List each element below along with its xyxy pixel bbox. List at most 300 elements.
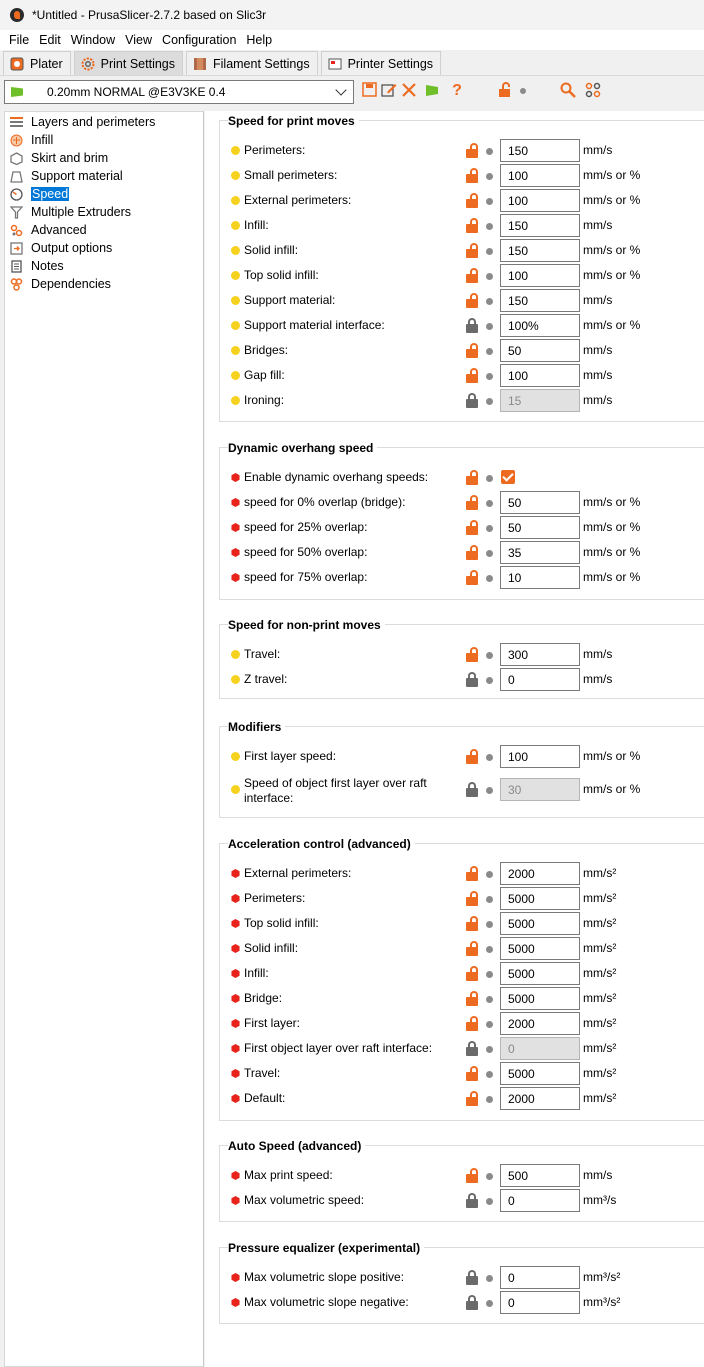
speed-icon [10, 188, 23, 201]
lock-open-icon[interactable] [465, 647, 479, 662]
menu-window[interactable]: Window [70, 33, 116, 47]
lock-open-icon[interactable] [465, 545, 479, 560]
system-value-dot-icon[interactable] [486, 1173, 493, 1180]
group-auto-speed-advanced [219, 1139, 704, 1222]
lock-open-icon[interactable] [465, 570, 479, 585]
setting-row-max-volumetric-slope-negative [220, 1290, 704, 1315]
setting-unit: mm/s [583, 293, 613, 307]
setting-unit: mm/s [583, 647, 613, 661]
lock-open-icon[interactable] [465, 193, 479, 208]
setting-label: Enable dynamic overhang speeds: [244, 470, 429, 484]
window-title: *Untitled - PrusaSlicer-2.7.2 based on Slic3r [32, 8, 267, 22]
nav-advanced[interactable] [5, 221, 203, 239]
menu-view[interactable]: View [125, 33, 153, 47]
setting-input[interactable]: 0 [500, 668, 580, 691]
expert-mode-bullet-icon [231, 473, 240, 482]
system-value-dot-icon[interactable] [486, 896, 493, 903]
setting-row-bridge [220, 986, 704, 1011]
setting-label: Small perimeters: [244, 168, 338, 182]
group-modifiers [219, 720, 704, 818]
setting-row-travel [220, 1061, 704, 1086]
expert-mode-bullet-icon [231, 1019, 240, 1028]
setting-input[interactable]: 5000 [500, 887, 580, 910]
nav-infill[interactable] [5, 131, 203, 149]
system-value-dot-icon[interactable] [486, 475, 493, 482]
system-value-dot-icon[interactable] [486, 1198, 493, 1205]
delete-preset-icon[interactable] [401, 82, 417, 100]
setting-row-speed-for-25-overlap [220, 515, 704, 540]
setting-input[interactable]: 150 [500, 214, 580, 237]
tab-plater-label: Plater [30, 56, 63, 71]
setting-unit: mm/s [583, 393, 613, 407]
setting-input[interactable]: 100 [500, 189, 580, 212]
lock-open-icon[interactable] [465, 866, 479, 881]
setting-unit: mm/s or % [583, 193, 641, 207]
printer-icon [328, 57, 342, 71]
setting-label: Bridges: [244, 343, 289, 357]
setting-row-solid-infill [220, 238, 704, 263]
setting-unit: mm/s or % [583, 318, 641, 332]
lock-open-icon[interactable] [465, 916, 479, 931]
setting-label: Max volumetric slope positive: [244, 1270, 405, 1284]
print-preset-combo[interactable] [4, 80, 354, 104]
setting-label: External perimeters: [244, 193, 352, 207]
lock-open-icon[interactable] [465, 1091, 479, 1106]
setting-input: 30 [500, 778, 580, 801]
setting-label: Support material interface: [244, 318, 385, 332]
setting-row-bridges [220, 338, 704, 363]
tab-print-settings-label: Print Settings [100, 56, 175, 71]
setting-unit: mm/s² [583, 966, 617, 980]
system-value-dot-icon[interactable] [486, 787, 493, 794]
setting-row-infill [220, 961, 704, 986]
advanced-mode-bullet-icon [231, 396, 240, 405]
setting-row-support-material-interface [220, 313, 704, 338]
setting-row-enable-dynamic-overhang-speeds [220, 465, 704, 490]
plater-icon [10, 57, 24, 71]
setting-input[interactable]: 50 [500, 339, 580, 362]
expert-mode-bullet-icon [231, 1094, 240, 1103]
system-value-dot-icon[interactable] [486, 677, 493, 684]
advanced-mode-bullet-icon [231, 221, 240, 230]
nav-label: Multiple Extruders [31, 205, 132, 219]
nav-label: Layers and perimeters [31, 115, 156, 129]
rename-preset-icon[interactable] [381, 82, 397, 100]
setting-unit: mm/s or % [583, 268, 641, 282]
setting-unit: mm/s or % [583, 520, 641, 534]
setting-unit: mm/s [583, 368, 613, 382]
nav-output-options[interactable] [5, 239, 203, 257]
group-acceleration-control-advanced [219, 837, 704, 1121]
system-value-dot-icon[interactable] [486, 373, 493, 380]
setting-row-support-material [220, 288, 704, 313]
setting-label: Gap fill: [244, 368, 285, 382]
setting-label: Support material: [244, 293, 336, 307]
nav-dependencies[interactable] [5, 275, 203, 293]
setting-input[interactable]: 100 [500, 264, 580, 287]
setting-label: speed for 0% overlap (bridge): [244, 495, 406, 509]
lock-open-icon[interactable] [465, 470, 479, 485]
system-value-dot-icon[interactable] [486, 348, 493, 355]
setting-row-external-perimeters [220, 861, 704, 886]
lock-closed-icon[interactable] [465, 1270, 479, 1285]
advanced-mode-bullet-icon [231, 271, 240, 280]
lock-open-icon[interactable] [465, 941, 479, 956]
lock-open-icon[interactable] [465, 143, 479, 158]
skirt-icon [10, 152, 23, 165]
setting-row-z-travel [220, 667, 704, 692]
setting-row-max-volumetric-slope-positive [220, 1265, 704, 1290]
lock-open-icon[interactable] [465, 268, 479, 283]
nav-label: Advanced [31, 223, 87, 237]
spool-icon [193, 57, 207, 71]
system-value-dot-icon[interactable] [486, 148, 493, 155]
system-value-dot-icon[interactable] [486, 298, 493, 305]
setting-label: First layer: [244, 1016, 301, 1030]
setting-unit: mm/s [583, 143, 613, 157]
setting-unit: mm/s² [583, 1066, 617, 1080]
setting-input[interactable]: 5000 [500, 912, 580, 935]
setting-unit: mm/s or % [583, 570, 641, 584]
lock-open-icon[interactable] [465, 1016, 479, 1031]
tab-filament-settings[interactable] [186, 51, 318, 75]
main-tab-bar [0, 50, 704, 76]
lock-open-icon[interactable] [465, 243, 479, 258]
setting-input[interactable]: 5000 [500, 1062, 580, 1085]
advanced-mode-bullet-icon [231, 296, 240, 305]
system-value-dot-icon[interactable] [486, 500, 493, 507]
system-value-dot-icon[interactable] [486, 1300, 493, 1307]
setting-input[interactable]: 5000 [500, 987, 580, 1010]
lock-closed-icon[interactable] [465, 318, 479, 333]
system-value-dot-icon[interactable] [486, 1096, 493, 1103]
setting-row-first-object-layer-over-raft-interface [220, 1036, 704, 1061]
compare-presets-flag-icon[interactable] [424, 82, 440, 100]
setting-unit: mm³/s² [583, 1295, 621, 1309]
setting-input[interactable]: 10 [500, 566, 580, 589]
setting-unit: mm/s² [583, 891, 617, 905]
setting-row-max-print-speed [220, 1163, 704, 1188]
setting-input[interactable]: 50 [500, 491, 580, 514]
setting-unit: mm/s or % [583, 495, 641, 509]
advanced-mode-bullet-icon [231, 675, 240, 684]
gear-icon [81, 57, 95, 71]
setting-row-first-layer-speed [220, 744, 704, 769]
setting-unit: mm/s or % [583, 782, 641, 796]
setting-label: External perimeters: [244, 866, 352, 880]
advanced-mode-bullet-icon [231, 346, 240, 355]
system-value-dot-icon[interactable] [486, 921, 493, 928]
nav-label: Dependencies [31, 277, 111, 291]
menu-edit[interactable]: Edit [39, 33, 61, 47]
lock-open-icon[interactable] [465, 343, 479, 358]
setting-input[interactable]: 2000 [500, 862, 580, 885]
lock-open-icon[interactable] [465, 891, 479, 906]
setting-input[interactable]: 5000 [500, 937, 580, 960]
setting-input[interactable]: 150 [500, 289, 580, 312]
nav-label: Output options [31, 241, 113, 255]
preset-toolbar [0, 77, 704, 109]
expert-mode-bullet-icon [231, 1196, 240, 1205]
setting-unit: mm/s² [583, 1016, 617, 1030]
save-preset-icon[interactable] [361, 82, 377, 100]
layers-icon [10, 116, 23, 129]
system-value-dot-icon[interactable] [486, 1046, 493, 1053]
setting-unit: mm/s [583, 218, 613, 232]
setting-unit: mm/s or % [583, 168, 641, 182]
advanced-mode-bullet-icon [231, 196, 240, 205]
group-title: Acceleration control (advanced) [228, 837, 415, 851]
expert-mode-bullet-icon [231, 1069, 240, 1078]
setting-unit: mm/s or % [583, 243, 641, 257]
setting-input[interactable]: 2000 [500, 1087, 580, 1110]
group-title: Dynamic overhang speed [228, 441, 377, 455]
lock-open-icon[interactable] [465, 368, 479, 383]
setting-unit: mm³/s² [583, 1270, 621, 1284]
setting-row-top-solid-infill [220, 911, 704, 936]
setting-input[interactable]: 5000 [500, 962, 580, 985]
chevron-down-icon [335, 84, 346, 95]
group-speed-for-print-moves [219, 114, 704, 422]
advanced-icon [10, 224, 23, 237]
expert-mode-bullet-icon [231, 869, 240, 878]
setting-label: Perimeters: [244, 891, 306, 905]
help-icon[interactable]: ? [452, 82, 462, 99]
setting-input[interactable]: 50 [500, 516, 580, 539]
setting-label: Max volumetric speed: [244, 1193, 365, 1207]
setting-label: Bridge: [244, 991, 283, 1005]
green-flag-icon [11, 87, 23, 97]
group-title: Auto Speed (advanced) [228, 1139, 365, 1153]
lock-open-icon[interactable] [465, 966, 479, 981]
lock-closed-icon[interactable] [465, 1041, 479, 1056]
system-value-dot-icon[interactable] [486, 1021, 493, 1028]
system-value-dot-icon[interactable] [486, 971, 493, 978]
group-title: Speed for print moves [228, 114, 359, 128]
setting-label: Speed of object first layer over raft interface: [244, 776, 427, 805]
lock-open-icon[interactable] [465, 218, 479, 233]
tab-filament-settings-label: Filament Settings [213, 56, 310, 71]
setting-row-ironing [220, 388, 704, 413]
group-pressure-equalizer-experimental [219, 1241, 704, 1324]
system-value-dot-icon[interactable] [486, 398, 493, 405]
lock-open-icon[interactable] [465, 1066, 479, 1081]
nav-label: Speed [32, 187, 69, 201]
setting-label: Travel: [244, 1066, 281, 1080]
setting-input[interactable]: 35 [500, 541, 580, 564]
setting-input: 0 [500, 1037, 580, 1060]
nav-speed[interactable] [5, 185, 203, 203]
advanced-mode-bullet-icon [231, 650, 240, 659]
infill-icon [10, 134, 23, 147]
expert-mode-bullet-icon [231, 994, 240, 1003]
system-value-dot-icon[interactable] [486, 754, 493, 761]
nav-skirt-and-brim[interactable] [5, 149, 203, 167]
system-value-dot-icon[interactable] [486, 1071, 493, 1078]
lock-closed-icon[interactable] [465, 1295, 479, 1310]
system-value-dot-icon[interactable] [486, 223, 493, 230]
group-speed-for-non-print-moves [219, 618, 704, 699]
lock-closed-icon[interactable] [465, 393, 479, 408]
group-title: Speed for non-print moves [228, 618, 385, 632]
output-icon [10, 242, 23, 255]
compare-settings-icon[interactable] [585, 82, 601, 100]
system-value-dot-icon[interactable] [486, 550, 493, 557]
setting-label: Max volumetric slope negative: [244, 1295, 409, 1309]
expert-mode-bullet-icon [231, 573, 240, 582]
lock-open-icon[interactable] [465, 991, 479, 1006]
expert-mode-bullet-icon [231, 1044, 240, 1053]
advanced-mode-bullet-icon [231, 246, 240, 255]
advanced-mode-bullet-icon [231, 146, 240, 155]
lock-open-icon[interactable] [465, 293, 479, 308]
expert-mode-bullet-icon [231, 969, 240, 978]
group-title: Modifiers [228, 720, 285, 734]
group-title: Pressure equalizer (experimental) [228, 1241, 424, 1255]
setting-row-small-perimeters [220, 163, 704, 188]
setting-unit: mm/s² [583, 866, 617, 880]
setting-label: Ironing: [244, 393, 285, 407]
lock-open-icon[interactable] [465, 1168, 479, 1183]
setting-input[interactable]: 100 [500, 745, 580, 768]
setting-input[interactable]: 2000 [500, 1012, 580, 1035]
advanced-mode-bullet-icon [231, 752, 240, 761]
notes-icon [10, 260, 23, 273]
nav-layers-and-perimeters[interactable] [5, 113, 203, 131]
system-value-dot-icon[interactable] [486, 575, 493, 582]
setting-input[interactable]: 150 [500, 239, 580, 262]
expert-mode-bullet-icon [231, 548, 240, 557]
expert-mode-bullet-icon [231, 944, 240, 953]
advanced-mode-bullet-icon [231, 171, 240, 180]
setting-unit: mm/s² [583, 941, 617, 955]
tab-print-settings[interactable] [74, 51, 183, 75]
speed-settings-page [205, 111, 704, 1367]
setting-input[interactable]: 0 [500, 1189, 580, 1212]
setting-label: Solid infill: [244, 941, 299, 955]
nav-notes[interactable] [5, 257, 203, 275]
menu-help[interactable]: Help [246, 33, 273, 47]
lock-closed-icon[interactable] [465, 782, 479, 797]
nav-label: Support material [31, 169, 123, 183]
system-value-dot-icon[interactable] [486, 323, 493, 330]
setting-row-travel [220, 642, 704, 667]
setting-label: Z travel: [244, 672, 288, 686]
setting-row-speed-for-75-overlap [220, 565, 704, 590]
lock-open-icon[interactable] [465, 520, 479, 535]
setting-unit: mm/s² [583, 991, 617, 1005]
nav-label: Infill [31, 133, 54, 147]
system-value-dot-icon[interactable] [486, 871, 493, 878]
setting-label: Default: [244, 1091, 286, 1105]
expert-mode-bullet-icon [231, 498, 240, 507]
setting-unit: mm/s² [583, 916, 617, 930]
setting-label: Infill: [244, 218, 269, 232]
menu-file[interactable]: File [9, 33, 30, 47]
menu-configuration[interactable]: Configuration [162, 33, 237, 47]
nav-support-material[interactable] [5, 167, 203, 185]
setting-unit: mm/s or % [583, 749, 641, 763]
system-value-dot-icon[interactable] [486, 248, 493, 255]
tab-printer-settings-label: Printer Settings [347, 56, 434, 71]
setting-label: speed for 75% overlap: [244, 570, 368, 584]
system-value-dot-icon[interactable] [486, 946, 493, 953]
setting-input[interactable]: 500 [500, 1164, 580, 1187]
system-value-dot-icon[interactable] [515, 82, 531, 100]
setting-input[interactable]: 100% [500, 314, 580, 337]
preset-name: 0.20mm NORMAL @E3V3KE 0.4 [47, 85, 226, 99]
title-bar [0, 0, 704, 30]
setting-label: Top solid infill: [244, 268, 319, 282]
lock-open-icon[interactable] [465, 168, 479, 183]
setting-row-perimeters [220, 138, 704, 163]
nav-label: Skirt and brim [31, 151, 109, 165]
setting-row-speed-of-object-first-layer-over-raft-interface [220, 776, 704, 805]
tab-printer-settings[interactable] [321, 51, 441, 75]
lock-open-icon[interactable] [497, 82, 513, 100]
lock-open-icon[interactable] [465, 749, 479, 764]
setting-label: First layer speed: [244, 749, 337, 763]
prusaslicer-logo-icon [10, 8, 24, 22]
setting-input[interactable]: 0 [500, 1266, 580, 1289]
expert-mode-bullet-icon [231, 523, 240, 532]
expert-mode-bullet-icon [231, 894, 240, 903]
setting-row-speed-for-50-overlap [220, 540, 704, 565]
setting-row-solid-infill [220, 936, 704, 961]
system-value-dot-icon[interactable] [486, 525, 493, 532]
system-value-dot-icon[interactable] [486, 173, 493, 180]
setting-row-perimeters [220, 886, 704, 911]
expert-mode-bullet-icon [231, 1298, 240, 1307]
menu-bar [0, 30, 704, 50]
setting-label: Solid infill: [244, 243, 299, 257]
system-value-dot-icon[interactable] [486, 198, 493, 205]
setting-label: Perimeters: [244, 143, 306, 157]
lock-open-icon[interactable] [465, 495, 479, 510]
setting-unit: mm/s² [583, 1041, 617, 1055]
setting-row-default [220, 1086, 704, 1111]
setting-label: First object layer over raft interface: [244, 1041, 433, 1055]
nav-multiple-extruders[interactable] [5, 203, 203, 221]
group-dynamic-overhang-speed [219, 441, 704, 600]
setting-row-external-perimeters [220, 188, 704, 213]
nav-label: Notes [31, 259, 64, 273]
setting-input[interactable]: 100 [500, 364, 580, 387]
system-value-dot-icon[interactable] [486, 1275, 493, 1282]
search-icon[interactable] [560, 82, 576, 100]
setting-label: speed for 50% overlap: [244, 545, 368, 559]
system-value-dot-icon[interactable] [486, 273, 493, 280]
settings-category-tree [4, 111, 204, 1367]
lock-closed-icon[interactable] [465, 1193, 479, 1208]
advanced-mode-bullet-icon [231, 321, 240, 330]
setting-label: Top solid infill: [244, 916, 319, 930]
lock-closed-icon[interactable] [465, 672, 479, 687]
setting-input[interactable]: 0 [500, 1291, 580, 1314]
setting-unit: mm/s [583, 1168, 613, 1182]
setting-input[interactable]: 300 [500, 643, 580, 666]
system-value-dot-icon[interactable] [486, 652, 493, 659]
setting-row-max-volumetric-speed [220, 1188, 704, 1213]
advanced-mode-bullet-icon [231, 371, 240, 380]
system-value-dot-icon[interactable] [486, 996, 493, 1003]
setting-row-speed-for-0-overlap-bridge [220, 490, 704, 515]
setting-checkbox[interactable] [501, 470, 515, 484]
tab-plater[interactable] [3, 51, 71, 75]
setting-input[interactable]: 150 [500, 139, 580, 162]
setting-input[interactable]: 100 [500, 164, 580, 187]
setting-unit: mm/s² [583, 1091, 617, 1105]
